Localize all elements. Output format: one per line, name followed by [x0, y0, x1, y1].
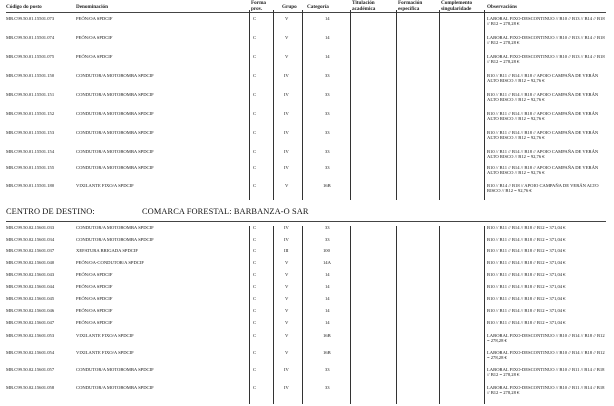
cell-codigo: MR.C99.50.02.15601.040 — [6, 260, 55, 265]
cell-observacions: B10 // B11 // B14 // B18 // APOIO CAMPAÑA DE VERÁN ALTO RISCO // B12 = 92,76 € — [487, 111, 599, 122]
cell-observacions: B10 // B11 // B14 // B18 // B12 = 371,04 € — [487, 237, 566, 242]
cell-forma: C — [253, 149, 257, 154]
table-row — [0, 16, 614, 30]
cell-categoria: 33 — [325, 165, 330, 170]
destino-name: COMARCA FORESTAL: BARBANZA-O SAR — [142, 207, 309, 216]
cell-denominacion: CONDUTOR/A MOTOBOMBA SPDCIF — [76, 165, 154, 170]
cell-forma: C — [253, 320, 257, 325]
cell-observacions: B10 // B11 // B14 // B18 // B12 = 371,04 € — [487, 248, 566, 253]
cell-grupo: IV — [284, 149, 289, 154]
cell-categoria: 33 — [325, 225, 330, 230]
table-row — [0, 92, 614, 106]
cell-grupo: IV — [284, 73, 289, 78]
cell-categoria: 16B — [323, 183, 331, 188]
cell-codigo: MR.C99.50.02.15601.058 — [6, 385, 55, 390]
cell-forma: C — [253, 248, 257, 253]
cell-forma: C — [253, 165, 257, 170]
table-row — [0, 333, 614, 347]
cell-forma: C — [253, 54, 257, 59]
cell-grupo: IV — [284, 130, 289, 135]
cell-codigo: MR.C99.50.02.15601.057 — [6, 367, 55, 372]
cell-denominacion: VIXILANTE FIXO/A SPDCIF — [76, 183, 134, 188]
cell-categoria: 33 — [325, 367, 330, 372]
cell-denominacion: PEÓN/OA SPDCIF — [76, 54, 113, 59]
cell-categoria: 33 — [325, 92, 330, 97]
cell-categoria: 100 — [323, 248, 330, 253]
table-row — [0, 54, 614, 68]
cell-grupo: V — [285, 333, 289, 338]
header-denominacion: Denominación — [76, 4, 108, 10]
cell-observacions: B10 // B11 // B14 // B18 // APOIO CAMPAÑA DE VERÁN ALTO RISCO // B12 = 92,76 € — [487, 165, 599, 176]
header-formacion: Formación específica — [398, 0, 423, 12]
cell-categoria: 33 — [325, 73, 330, 78]
header-rule — [6, 12, 606, 13]
table-row — [0, 111, 614, 125]
cell-denominacion: PEÓN/OA SPDCIF — [76, 284, 113, 289]
table-row — [0, 73, 614, 87]
cell-denominacion: PEÓN/OA-CONDUTOR/A SPDCIF — [76, 260, 144, 265]
cell-categoria: 14 — [325, 35, 330, 40]
cell-forma: C — [253, 92, 257, 97]
cell-observacions: B10 // B11 // B14 // B18 // B12 = 371,04 € — [487, 284, 566, 289]
cell-denominacion: CONDUTOR/A MOTOBOMBA SPDCIF — [76, 367, 154, 372]
cell-grupo: IV — [284, 225, 289, 230]
cell-observacions: LABORAL FIXO-DESCONTINUO // B10 // B13 // B14 // B18 // B12 = 278,28 € — [487, 54, 605, 65]
cell-grupo: V — [285, 350, 289, 355]
cell-categoria: 33 — [325, 237, 330, 242]
table-row — [0, 130, 614, 144]
cell-denominacion: CONDUTOR/A MOTOBOMBA SPDCIF — [76, 92, 154, 97]
cell-denominacion: VIXILANTE FIXO/A SPDCIF — [76, 333, 134, 338]
cell-grupo: V — [285, 272, 289, 277]
cell-grupo: V — [285, 296, 289, 301]
cell-grupo: IV — [284, 385, 289, 390]
table-row — [0, 385, 614, 399]
cell-forma: C — [253, 260, 257, 265]
cell-grupo: V — [285, 320, 289, 325]
cell-forma: C — [253, 35, 257, 40]
cell-observacions: LABORAL FIXO-DESCONTINUO // B10 // B14 // B18 // B12 = 278,28 € — [487, 350, 605, 361]
cell-denominacion: PEÓN/OA SPDCIF — [76, 35, 113, 40]
cell-codigo: MR.C99.50.02.15601.045 — [6, 296, 55, 301]
cell-grupo: IV — [284, 165, 289, 170]
cell-observacions: LABORAL FIXO-DESCONTINUO // B10 // B13 // B14 // B18 // B12 = 278,28 € — [487, 16, 605, 27]
cell-forma: C — [253, 111, 257, 116]
cell-observacions: B10 // B11 // B14 // B18 // APOIO CAMPAÑA DE VERÁN ALTO RISCO // B12 = 92,76 € — [487, 130, 599, 141]
cell-codigo: MR.C99.50.02.15601.044 — [6, 284, 55, 289]
cell-observacions: B10 // B11 // B14 // B18 // B12 = 371,04 € — [487, 260, 566, 265]
header-categoria: Categoría — [307, 4, 329, 10]
cell-forma: C — [253, 130, 257, 135]
cell-codigo: MR.C99.50.01.15501.155 — [6, 165, 55, 170]
cell-denominacion: CONDUTOR/A MOTOBOMBA SPDCIF — [76, 149, 154, 154]
header-complemento: Complemento singularidade — [441, 0, 473, 12]
cell-codigo: MR.C99.50.01.15501.075 — [6, 54, 55, 59]
cell-forma: C — [253, 284, 257, 289]
cell-codigo: MR.C99.50.02.15601.033 — [6, 225, 55, 230]
cell-categoria: 14 — [325, 296, 330, 301]
cell-categoria: 33 — [325, 385, 330, 390]
cell-codigo: MR.C99.50.02.15601.037 — [6, 248, 55, 253]
cell-forma: C — [253, 183, 257, 188]
cell-forma: C — [253, 350, 257, 355]
header-forma-prov: Forma prov. — [251, 0, 266, 12]
cell-codigo: MR.C99.50.01.15501.153 — [6, 130, 55, 135]
header-grupo: Grupo — [282, 4, 297, 10]
cell-observacions: B10 // B11 // B14 // B18 // B12 = 371,04 € — [487, 308, 566, 313]
cell-denominacion: VIXILANTE FIXO/A SPDCIF — [76, 350, 134, 355]
cell-codigo: MR.C99.50.02.15601.054 — [6, 350, 55, 355]
cell-categoria: 16B — [323, 350, 331, 355]
cell-grupo: V — [285, 35, 289, 40]
cell-forma: C — [253, 73, 257, 78]
cell-observacions: B10 // B11 // B14 // B18 // B12 = 371,04 € — [487, 296, 566, 301]
cell-codigo: MR.C99.50.01.15501.073 — [6, 16, 55, 21]
cell-observacions: LABORAL FIXO-DESCONTINUO // B10 // B14 // B18 // B12 = 278,28 € — [487, 333, 605, 344]
table-row — [0, 367, 614, 381]
cell-observacions: B10 // B14 // B18 // APOIO CAMPAÑA DE VERÁN ALTO RISCO // B12 = 92,76 € — [487, 183, 599, 194]
cell-observacions: B10 // B11 // B14 // B18 // APOIO CAMPAÑA DE VERÁN ALTO RISCO // B12 = 92,76 € — [487, 92, 599, 103]
cell-denominacion: PEÓN/OA SPDCIF — [76, 296, 113, 301]
cell-observacions: B10 // B11 // B14 // B18 // B12 = 371,04 € — [487, 272, 566, 277]
cell-forma: C — [253, 16, 257, 21]
cell-grupo: V — [285, 183, 289, 188]
cell-codigo: MR.C99.50.02.15601.043 — [6, 272, 55, 277]
cell-categoria: 14 — [325, 284, 330, 289]
cell-categoria: 14 — [325, 16, 330, 21]
cell-categoria: 14 — [325, 54, 330, 59]
cell-observacions: B10 // B11 // B14 // B18 // B12 = 371,04 € — [487, 225, 566, 230]
cell-grupo: V — [285, 260, 289, 265]
cell-categoria: 14 — [325, 272, 330, 277]
header-codigo: Código do posto — [6, 4, 42, 10]
cell-codigo: MR.C99.50.01.15501.074 — [6, 35, 55, 40]
cell-denominacion: PEÓN/OA SPDCIF — [76, 16, 113, 21]
table-row — [0, 183, 614, 197]
cell-observacions: B10 // B11 // B14 // B18 // B12 = 371,04 € — [487, 320, 566, 325]
cell-codigo: MR.C99.50.02.15601.046 — [6, 308, 55, 313]
cell-denominacion: CONDUTOR/A MOTOBOMBA SPDCIF — [76, 385, 154, 390]
cell-categoria: 16B — [323, 333, 331, 338]
cell-codigo: MR.C99.50.01.15501.154 — [6, 149, 55, 154]
header-observacions: Observacións — [487, 4, 517, 10]
cell-forma: C — [253, 225, 257, 230]
table-row — [0, 149, 614, 163]
cell-forma: C — [253, 237, 257, 242]
cell-grupo: V — [285, 284, 289, 289]
cell-denominacion: CONDUTOR/A MOTOBOMBA SPDCIF — [76, 130, 154, 135]
cell-grupo: IV — [284, 237, 289, 242]
cell-grupo: V — [285, 308, 289, 313]
cell-grupo: V — [285, 16, 289, 21]
cell-codigo: MR.C99.50.01.15501.180 — [6, 183, 55, 188]
cell-codigo: MR.C99.50.01.15501.152 — [6, 111, 55, 116]
section-rule — [6, 221, 606, 222]
cell-codigo: MR.C99.50.01.15501.150 — [6, 73, 55, 78]
cell-observacions: LABORAL FIXO-DESCONTINUO // B10 // B11 // B14 // B18 // B12 = 278,28 € — [487, 385, 605, 396]
cell-denominacion: CONDUTOR/A MOTOBOMBA SPDCIF — [76, 73, 154, 78]
cell-categoria: 33 — [325, 111, 330, 116]
cell-forma: C — [253, 333, 257, 338]
cell-observacions: B10 // B11 // B14 // B18 // APOIO CAMPAÑA DE VERÁN ALTO RISCO // B12 = 92,76 € — [487, 73, 599, 84]
cell-codigo: MR.C99.50.01.15501.151 — [6, 92, 55, 97]
cell-denominacion: XEFATURA BRIGADA SPDCIF — [76, 248, 138, 253]
cell-codigo: MR.C99.50.02.15601.047 — [6, 320, 55, 325]
cell-observacions: LABORAL FIXO-DESCONTINUO // B10 // B11 // B14 // B18 // B12 = 278,28 € — [487, 367, 605, 378]
cell-denominacion: PEÓN/OA SPDCIF — [76, 320, 113, 325]
cell-forma: C — [253, 272, 257, 277]
cell-denominacion: PEÓN/OA SPDCIF — [76, 272, 113, 277]
cell-grupo: IV — [284, 111, 289, 116]
cell-categoria: 33 — [325, 149, 330, 154]
cell-denominacion: CONDUTOR/A MOTOBOMBA SPDCIF — [76, 237, 154, 242]
header-titulacion: Titulación académica — [352, 0, 376, 12]
cell-grupo: III — [284, 248, 289, 253]
cell-observacions: LABORAL FIXO-DESCONTINUO // B10 // B13 // B14 // B18 // B12 = 278,28 € — [487, 35, 605, 46]
cell-denominacion: CONDUTOR/A MOTOBOMBA SPDCIF — [76, 111, 154, 116]
cell-codigo: MR.C99.50.02.15601.034 — [6, 237, 55, 242]
cell-grupo: IV — [284, 367, 289, 372]
cell-categoria: 14 — [325, 308, 330, 313]
cell-grupo: V — [285, 54, 289, 59]
destino-label: CENTRO DE DESTINO: — [6, 207, 95, 216]
cell-categoria: 14A — [323, 260, 331, 265]
cell-codigo: MR.C99.50.02.15601.053 — [6, 333, 55, 338]
table-row — [0, 165, 614, 179]
cell-forma: C — [253, 385, 257, 390]
cell-forma: C — [253, 308, 257, 313]
table-row — [0, 35, 614, 49]
cell-grupo: IV — [284, 92, 289, 97]
cell-forma: C — [253, 367, 257, 372]
cell-denominacion: PEÓN/OA SPDCIF — [76, 308, 113, 313]
table-row — [0, 350, 614, 364]
table-row — [0, 320, 614, 334]
cell-categoria: 14 — [325, 320, 330, 325]
cell-categoria: 33 — [325, 130, 330, 135]
cell-forma: C — [253, 296, 257, 301]
cell-observacions: B10 // B11 // B14 // B18 // APOIO CAMPAÑA DE VERÁN ALTO RISCO // B12 = 92,76 € — [487, 149, 599, 160]
cell-denominacion: CONDUTOR/A MOTOBOMBA SPDCIF — [76, 225, 154, 230]
